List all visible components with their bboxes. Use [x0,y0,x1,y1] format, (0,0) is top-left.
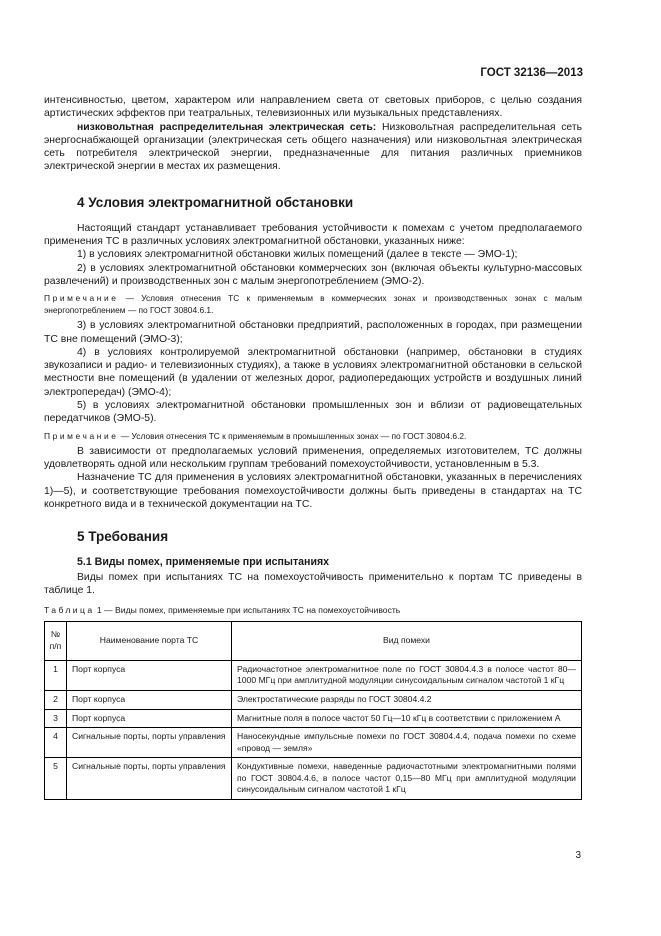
table-header-row [45,621,582,660]
list-item-2: 2) в условиях электромагнитной обстановки коммерческих зон (включая объекты культурно-массовых развлечений) и производственных зон с малым энергопотреблением (ЭМО-2). [44,262,582,287]
section-4-heading: 4 Условия электромагнитной обстановки [77,194,354,210]
note-label: Примечание [44,293,119,304]
list-item-5: 5) в условиях электромагнитной обстановки промышленных зон и вблизи от радиовещательных передатчиков (ЭМО-5). [44,400,582,425]
table-caption [44,605,582,616]
interference-type: Радиочастотное электромагнитное поле по ГОСТ 30804.4.3 в полосе частот 80—1000 МГц при амплитудной модуляции синусоидальным сигналом частотой 1 кГц [232,660,582,690]
interference-type: Наносекундные импульсные помехи по ГОСТ 30804.4.4, подача помехи по схеме «провод — земля» [232,728,582,758]
section-5-paragraph: Виды помех при испытаниях ТС на помехоустойчивость применительно к портам ТС приведены в таблице 1. [44,572,582,597]
section-4-paragraph: Настоящий стандарт устанавливает требования устойчивости к помехам с учетом предполагаемого применения ТС в различных условиях электромагнитной обстановки, указанных ниже: [44,222,582,248]
table-caption-text: 1 — Виды помех, применяемые при испытаниях ТС на помехоустойчивость [94,604,401,615]
list-item-4: 4) в условиях контролируемой электромагнитной обстановки (например, обстановки в студиях звукозаписи и радио- и телевизионных студиях), а также в условиях электромагнитной обстановки в сельской местности вне помещений (в удалении от железных дорог, радиопередающих устройств и воздушных линий электропередач) (ЭМО-4); [44,346,582,398]
definition-text: Низковольтная распределительная сеть энергоснабжающей организации (электрическая сеть общего назначения) или низковольтная электрическая сеть потребителя электрической энергии, предназначенные для питания различных приемников электрической энергии в местах их размещения. [44,121,582,173]
table-row [45,709,582,728]
list-item-1: 1) в условиях электромагнитной обстановки жилых помещений (далее в тексте — ЭМО-1); [77,249,518,261]
table-row [45,660,582,690]
intro-paragraph: интенсивностью, цветом, характером или направлением света от световых приборов, с целью создания артистических эффектов при театральных, телевизионных или музыкальных представлениях. [44,95,582,120]
table-row [45,758,582,800]
row-number: 2 [45,690,67,709]
port-name: Порт корпуса [67,690,232,709]
interference-table [44,621,582,800]
definition-paragraph [44,121,582,174]
row-number: 4 [45,728,67,758]
note-1 [44,292,582,316]
port-name: Порт корпуса [67,709,232,728]
list-item-3: 3) в условиях электромагнитной обстановки предприятий, расположенных в городах, при размещении ТС вне помещений (ЭМО-3); [44,320,582,345]
page-body [44,94,582,800]
row-number: 5 [45,758,67,800]
definition-term: низковольтная распределительная электрическая сеть: [77,121,377,133]
column-header-interference: Вид помехи [232,621,582,660]
note-text: — Условия отнесения ТС к применяемым в промышленных зонах — по ГОСТ 30804.6.2. [118,430,467,441]
column-header-number: № п/п [45,621,67,660]
document-header: ГОСТ 32136—2013 [480,67,583,79]
note-label: Примечание [44,430,119,441]
section-4-paragraph: Назначение ТС для применения в условиях электромагнитной обстановки, указанных в перечислениях 1)—5), и соответствующие требования помехоустойчивости должны быть приведены в стандартах на ТС конкретного вида и в технической документации на ТС. [44,472,582,510]
table-row [45,728,582,758]
note-2 [44,430,582,442]
interference-type: Кондуктивные помехи, наведенные радиочастотными электромагнитными полями по ГОСТ 30804.4.6, в полосе частот 0,15—80 МГц при амплитудной модуляции синусоидальным сигналом частотой 1 кГц [232,758,582,800]
interference-type: Магнитные поля в полосе частот 50 Гц—10 кГц в соответствии с приложением А [232,709,582,728]
row-number: 1 [45,660,67,690]
note-text: — Условия отнесения ТС к применяемым в коммерческих зонах и производственных зонах с малым энергопотреблением — по ГОСТ 30804.6.1. [44,293,582,316]
port-name: Порт корпуса [67,660,232,690]
table-row [45,690,582,709]
row-number: 3 [45,709,67,728]
interference-type: Электростатические разряды по ГОСТ 30804.4.2 [232,690,582,709]
page-number: 3 [575,850,581,861]
column-header-port: Наименование порта ТС [67,621,232,660]
section-5-heading: 5 Требования [77,529,169,545]
subsection-5-1-heading: 5.1 Виды помех, применяемые при испытаниях [77,556,330,569]
section-4-paragraph: В зависимости от предполагаемых условий применения, определяемых изготовителем, ТС должны удовлетворять одной или нескольким группам требований помехоустойчивости, установленным в 5.3. [44,445,582,470]
port-name: Сигнальные порты, порты управления [67,758,232,800]
port-name: Сигнальные порты, порты управления [67,728,232,758]
table-caption-label: Таблица [44,604,95,615]
